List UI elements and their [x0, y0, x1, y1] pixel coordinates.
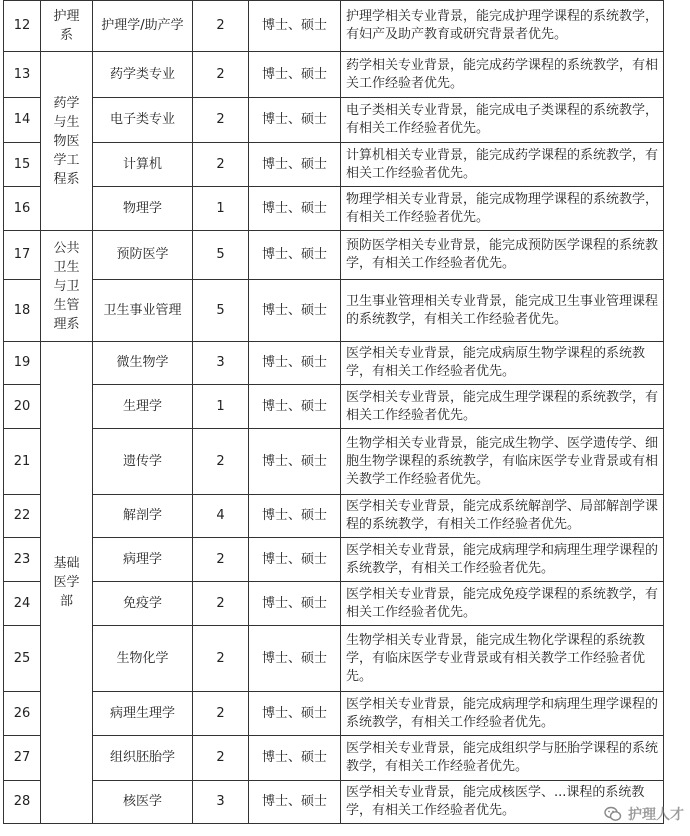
- row-number: 16: [4, 187, 41, 231]
- count-cell: 3: [193, 781, 249, 824]
- row-number: 12: [4, 1, 41, 52]
- row-number: 18: [4, 280, 41, 342]
- table-row: [4, 187, 664, 231]
- count-cell: 2: [193, 538, 249, 582]
- degree-cell: 博士、硕士: [249, 231, 341, 280]
- degree-cell: 博士、硕士: [249, 781, 341, 824]
- table-row: [4, 385, 664, 429]
- count-cell: 5: [193, 280, 249, 342]
- description-cell: 预防医学相关专业背景，能完成预防医学课程的系统教学，有相关工作经验者优先。: [341, 231, 664, 280]
- degree-cell: 博士、硕士: [249, 52, 341, 98]
- description-cell: 电子类相关专业背景，能完成电子类课程的系统教学，有相关工作经验者优先。: [341, 98, 664, 143]
- table-row: [4, 1, 664, 52]
- major-cell: 病理生理学: [93, 692, 193, 736]
- count-cell: 2: [193, 692, 249, 736]
- description-cell: 医学相关专业背景，能完成免疫学课程的系统教学，有相关工作经验者优先。: [341, 582, 664, 626]
- table-row: [4, 692, 664, 736]
- degree-cell: 博士、硕士: [249, 143, 341, 187]
- major-cell: 生物化学: [93, 626, 193, 692]
- degree-cell: 博士、硕士: [249, 692, 341, 736]
- row-number: 27: [4, 736, 41, 781]
- row-number: 25: [4, 626, 41, 692]
- row-number: 15: [4, 143, 41, 187]
- degree-cell: 博士、硕士: [249, 736, 341, 781]
- description-cell: 医学相关专业背景，能完成组织学与胚胎学课程的系统教学，有相关工作经验者优先。: [341, 736, 664, 781]
- table-row: [4, 626, 664, 692]
- table-row: [4, 52, 664, 98]
- degree-cell: 博士、硕士: [249, 1, 341, 52]
- description-cell: 卫生事业管理相关专业背景，能完成卫生事业管理课程的系统教学，有相关工作经验者优先。: [341, 280, 664, 342]
- watermark: [604, 804, 684, 824]
- degree-cell: 博士、硕士: [249, 582, 341, 626]
- description-cell: 医学相关专业背景，能完成核医学、...课程的系统教学，有相关工作经验者优先。: [341, 781, 664, 824]
- count-cell: 2: [193, 143, 249, 187]
- table-row: [4, 342, 664, 385]
- count-cell: 2: [193, 626, 249, 692]
- major-cell: 核医学: [93, 781, 193, 824]
- row-number: 26: [4, 692, 41, 736]
- row-number: 22: [4, 495, 41, 538]
- row-number: 14: [4, 98, 41, 143]
- row-number: 24: [4, 582, 41, 626]
- major-cell: 计算机: [93, 143, 193, 187]
- table-row: [4, 781, 664, 824]
- description-cell: 医学相关专业背景，能完成系统解剖学、局部解剖学课程的系统教学，有相关工作经验者优先。: [341, 495, 664, 538]
- major-cell: 护理学/助产学: [93, 1, 193, 52]
- description-cell: 医学相关专业背景，能完成病原生物学课程的系统教学，有相关工作经验者优先。: [341, 342, 664, 385]
- count-cell: 2: [193, 736, 249, 781]
- row-number: 20: [4, 385, 41, 429]
- wechat-icon: [604, 805, 622, 823]
- major-cell: 物理学: [93, 187, 193, 231]
- major-cell: 解剖学: [93, 495, 193, 538]
- count-cell: 5: [193, 231, 249, 280]
- description-cell: 护理学相关专业背景，能完成护理学课程的系统教学，有妇产及助产教育或研究背景者优先。: [341, 1, 664, 52]
- row-number: 19: [4, 342, 41, 385]
- major-cell: 卫生事业管理: [93, 280, 193, 342]
- major-cell: 组织胚胎学: [93, 736, 193, 781]
- row-number: 21: [4, 429, 41, 495]
- description-cell: 生物学相关专业背景，能完成生物化学课程的系统教学，有临床医学专业背景或有相关教学工作经验者优先。: [341, 626, 664, 692]
- count-cell: 1: [193, 385, 249, 429]
- degree-cell: 博士、硕士: [249, 342, 341, 385]
- degree-cell: 博士、硕士: [249, 280, 341, 342]
- table-row: [4, 280, 664, 342]
- description-cell: 医学相关专业背景，能完成生理学课程的系统教学，有相关工作经验者优先。: [341, 385, 664, 429]
- table-row: [4, 736, 664, 781]
- major-cell: 遗传学: [93, 429, 193, 495]
- count-cell: 2: [193, 429, 249, 495]
- degree-cell: 博士、硕士: [249, 538, 341, 582]
- table-row: [4, 538, 664, 582]
- table-row: [4, 495, 664, 538]
- major-cell: 电子类专业: [93, 98, 193, 143]
- row-number: 13: [4, 52, 41, 98]
- department-cell: 公共卫生与卫生管理系: [41, 231, 93, 342]
- degree-cell: 博士、硕士: [249, 626, 341, 692]
- count-cell: 2: [193, 52, 249, 98]
- department-cell: 药学与生物医学工程系: [41, 52, 93, 231]
- description-cell: 药学相关专业背景，能完成药学课程的系统教学，有相关工作经验者优先。: [341, 52, 664, 98]
- count-cell: 3: [193, 342, 249, 385]
- count-cell: 2: [193, 1, 249, 52]
- watermark-text: 护理人才: [628, 807, 684, 823]
- table-row: [4, 143, 664, 187]
- department-cell: 护理系: [41, 1, 93, 52]
- degree-cell: 博士、硕士: [249, 429, 341, 495]
- description-cell: 生物学相关专业背景，能完成生物学、医学遗传学、细胞生物学课程的系统教学，有临床医学专业背景或有相关教学工作经验者优先。: [341, 429, 664, 495]
- description-cell: 计算机相关专业背景，能完成药学课程的系统教学，有相关工作经验者优先。: [341, 143, 664, 187]
- row-number: 23: [4, 538, 41, 582]
- table-row: [4, 98, 664, 143]
- count-cell: 1: [193, 187, 249, 231]
- degree-cell: 博士、硕士: [249, 187, 341, 231]
- department-cell: 基础医学部: [41, 342, 93, 824]
- major-cell: 生理学: [93, 385, 193, 429]
- table-body: [4, 1, 664, 824]
- description-cell: 医学相关专业背景，能完成病理学和病理生理学课程的系统教学，有相关工作经验者优先。: [341, 692, 664, 736]
- major-cell: 微生物学: [93, 342, 193, 385]
- major-cell: 病理学: [93, 538, 193, 582]
- table-row: [4, 231, 664, 280]
- table-row: [4, 429, 664, 495]
- row-number: 17: [4, 231, 41, 280]
- major-cell: 预防医学: [93, 231, 193, 280]
- degree-cell: 博士、硕士: [249, 385, 341, 429]
- major-cell: 药学类专业: [93, 52, 193, 98]
- row-number: 28: [4, 781, 41, 824]
- count-cell: 2: [193, 582, 249, 626]
- table-row: [4, 582, 664, 626]
- degree-cell: 博士、硕士: [249, 495, 341, 538]
- count-cell: 2: [193, 98, 249, 143]
- degree-cell: 博士、硕士: [249, 98, 341, 143]
- count-cell: 4: [193, 495, 249, 538]
- recruitment-table: [3, 0, 664, 824]
- description-cell: 医学相关专业背景，能完成病理学和病理生理学课程的系统教学，有相关工作经验者优先。: [341, 538, 664, 582]
- description-cell: 物理学相关专业背景，能完成物理学课程的系统教学，有相关工作经验者优先。: [341, 187, 664, 231]
- major-cell: 免疫学: [93, 582, 193, 626]
